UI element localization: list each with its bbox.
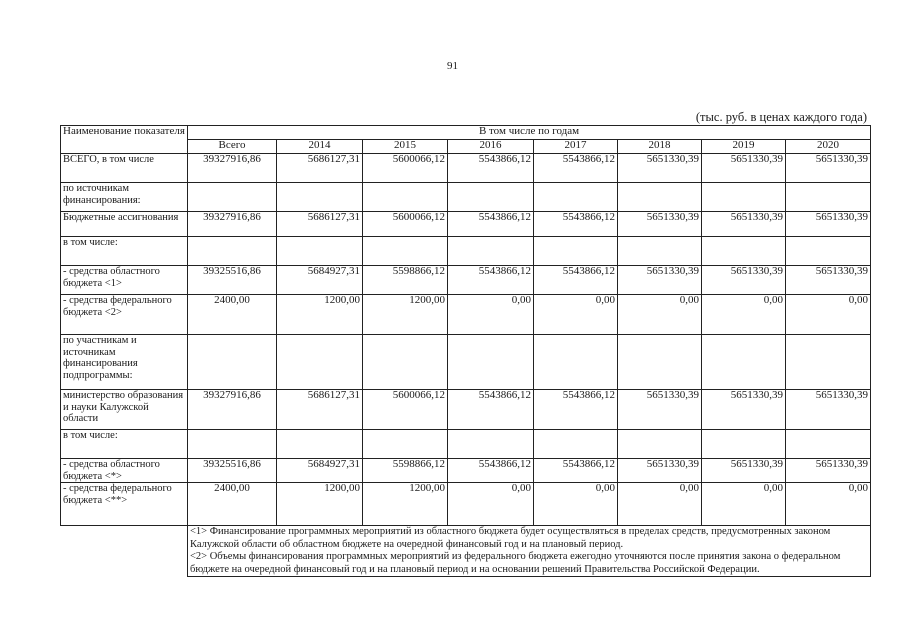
header-column-2014: 2014 <box>277 140 363 154</box>
cell-total: 39325516,86 <box>188 459 277 483</box>
cell-year-2015: 1200,00 <box>363 483 448 526</box>
header-column-total: Всего <box>188 140 277 154</box>
cell-year-2016 <box>448 183 534 212</box>
cell-year-2014: 1200,00 <box>277 483 363 526</box>
cell-year-2020 <box>786 183 871 212</box>
cell-year-2014: 5686127,31 <box>277 390 363 430</box>
row-label: министерство образования и науки Калужской области <box>61 390 188 430</box>
cell-year-2018 <box>618 430 702 459</box>
cell-year-2020 <box>786 430 871 459</box>
table-row <box>61 295 871 335</box>
cell-year-2018: 5651330,39 <box>618 154 702 183</box>
header-column-2020: 2020 <box>786 140 871 154</box>
cell-year-2020: 5651330,39 <box>786 212 871 237</box>
cell-year-2017: 5543866,12 <box>534 212 618 237</box>
cell-year-2016: 5543866,12 <box>448 266 534 295</box>
cell-year-2016: 5543866,12 <box>448 390 534 430</box>
table-row <box>61 390 871 430</box>
cell-year-2015 <box>363 335 448 390</box>
cell-year-2019: 5651330,39 <box>702 154 786 183</box>
cell-year-2019: 0,00 <box>702 483 786 526</box>
cell-year-2018 <box>618 237 702 266</box>
row-label: ВСЕГО, в том числе <box>61 154 188 183</box>
cell-year-2020: 5651330,39 <box>786 154 871 183</box>
cell-year-2014: 5684927,31 <box>277 459 363 483</box>
row-label: - средства областного бюджета <1> <box>61 266 188 295</box>
cell-year-2015 <box>363 237 448 266</box>
cell-year-2017: 5543866,12 <box>534 459 618 483</box>
units-note: (тыс. руб. в ценах каждого года) <box>695 110 867 124</box>
cell-year-2017 <box>534 237 618 266</box>
financing-table <box>60 125 871 577</box>
table-row <box>61 154 871 183</box>
table-row <box>61 237 871 266</box>
cell-year-2014: 1200,00 <box>277 295 363 335</box>
cell-year-2017: 0,00 <box>534 483 618 526</box>
table-body <box>61 154 871 526</box>
row-label: по участникам и источникам финансирования подпрограммы: <box>61 335 188 390</box>
cell-year-2016 <box>448 430 534 459</box>
cell-year-2016: 0,00 <box>448 295 534 335</box>
cell-year-2019 <box>702 237 786 266</box>
cell-total: 39327916,86 <box>188 212 277 237</box>
cell-year-2019: 0,00 <box>702 295 786 335</box>
cell-year-2015: 5598866,12 <box>363 459 448 483</box>
row-label: в том числе: <box>61 237 188 266</box>
cell-year-2019: 5651330,39 <box>702 459 786 483</box>
table-row <box>61 212 871 237</box>
header-column-2019: 2019 <box>702 140 786 154</box>
cell-year-2017 <box>534 335 618 390</box>
cell-year-2017: 5543866,12 <box>534 154 618 183</box>
cell-year-2015: 5600066,12 <box>363 212 448 237</box>
cell-year-2019: 5651330,39 <box>702 266 786 295</box>
cell-year-2014 <box>277 335 363 390</box>
footnote-2: <2> Объемы финансирования программных мероприятий из федерального бюджета ежегодно уточняются после принятия закона о федеральном бюджете на очередной финансовый год и на плановый период и на основании решений Правительства Российской Федерации. <box>190 551 841 575</box>
cell-year-2015 <box>363 430 448 459</box>
table-row <box>61 266 871 295</box>
cell-year-2018: 0,00 <box>618 483 702 526</box>
cell-total <box>188 430 277 459</box>
cell-total: 39327916,86 <box>188 154 277 183</box>
cell-year-2016: 5543866,12 <box>448 212 534 237</box>
footnote-1: <1> Финансирование программных мероприятий из областного бюджета будет осуществляться в пределах средств, предусмотренных законом Калужской области об областном бюджете на очередной финансовый год и на плановый период. <box>190 526 831 550</box>
cell-year-2018: 5651330,39 <box>618 459 702 483</box>
cell-year-2015: 5598866,12 <box>363 266 448 295</box>
row-label: - средства областного бюджета <*> <box>61 459 188 483</box>
cell-year-2015: 5600066,12 <box>363 390 448 430</box>
cell-year-2014: 5686127,31 <box>277 212 363 237</box>
cell-year-2017 <box>534 183 618 212</box>
row-label: в том числе: <box>61 430 188 459</box>
cell-year-2020: 5651330,39 <box>786 266 871 295</box>
cell-year-2014: 5686127,31 <box>277 154 363 183</box>
row-label: Бюджетные ассигнования <box>61 212 188 237</box>
cell-year-2016 <box>448 237 534 266</box>
footnotes <box>188 526 871 577</box>
table-row <box>61 335 871 390</box>
cell-year-2016 <box>448 335 534 390</box>
cell-year-2014: 5684927,31 <box>277 266 363 295</box>
header-indicator: Наименование показателя <box>61 126 188 154</box>
cell-total: 2400,00 <box>188 483 277 526</box>
cell-year-2015 <box>363 183 448 212</box>
cell-year-2014 <box>277 183 363 212</box>
page-number: 91 <box>447 60 458 72</box>
cell-year-2019: 5651330,39 <box>702 390 786 430</box>
notes-spacer <box>61 526 188 577</box>
table-row <box>61 459 871 483</box>
header-column-2016: 2016 <box>448 140 534 154</box>
cell-total: 39327916,86 <box>188 390 277 430</box>
cell-year-2017: 0,00 <box>534 295 618 335</box>
cell-year-2017: 5543866,12 <box>534 390 618 430</box>
row-label: по источникам финансирования: <box>61 183 188 212</box>
cell-year-2018 <box>618 335 702 390</box>
cell-year-2016: 0,00 <box>448 483 534 526</box>
cell-year-2018: 0,00 <box>618 295 702 335</box>
cell-year-2019 <box>702 183 786 212</box>
cell-total: 2400,00 <box>188 295 277 335</box>
cell-year-2014 <box>277 237 363 266</box>
cell-total <box>188 335 277 390</box>
cell-year-2017 <box>534 430 618 459</box>
cell-year-2019 <box>702 335 786 390</box>
cell-year-2015: 5600066,12 <box>363 154 448 183</box>
cell-year-2020: 0,00 <box>786 295 871 335</box>
cell-year-2018 <box>618 183 702 212</box>
header-column-2017: 2017 <box>534 140 618 154</box>
row-label: - средства федерального бюджета <2> <box>61 295 188 335</box>
header-column-2018: 2018 <box>618 140 702 154</box>
cell-total: 39325516,86 <box>188 266 277 295</box>
cell-year-2018: 5651330,39 <box>618 212 702 237</box>
table-row <box>61 430 871 459</box>
cell-year-2020: 5651330,39 <box>786 459 871 483</box>
cell-year-2020: 5651330,39 <box>786 390 871 430</box>
cell-total <box>188 237 277 266</box>
cell-year-2015: 1200,00 <box>363 295 448 335</box>
cell-year-2020 <box>786 237 871 266</box>
cell-total <box>188 183 277 212</box>
cell-year-2020: 0,00 <box>786 483 871 526</box>
table-row <box>61 483 871 526</box>
cell-year-2020 <box>786 335 871 390</box>
cell-year-2014 <box>277 430 363 459</box>
cell-year-2018: 5651330,39 <box>618 266 702 295</box>
cell-year-2017: 5543866,12 <box>534 266 618 295</box>
cell-year-2016: 5543866,12 <box>448 154 534 183</box>
header-column-2015: 2015 <box>363 140 448 154</box>
table-row <box>61 183 871 212</box>
cell-year-2016: 5543866,12 <box>448 459 534 483</box>
cell-year-2019 <box>702 430 786 459</box>
cell-year-2019: 5651330,39 <box>702 212 786 237</box>
header-years-group: В том числе по годам <box>188 126 871 140</box>
row-label: - средства федерального бюджета <**> <box>61 483 188 526</box>
cell-year-2018: 5651330,39 <box>618 390 702 430</box>
